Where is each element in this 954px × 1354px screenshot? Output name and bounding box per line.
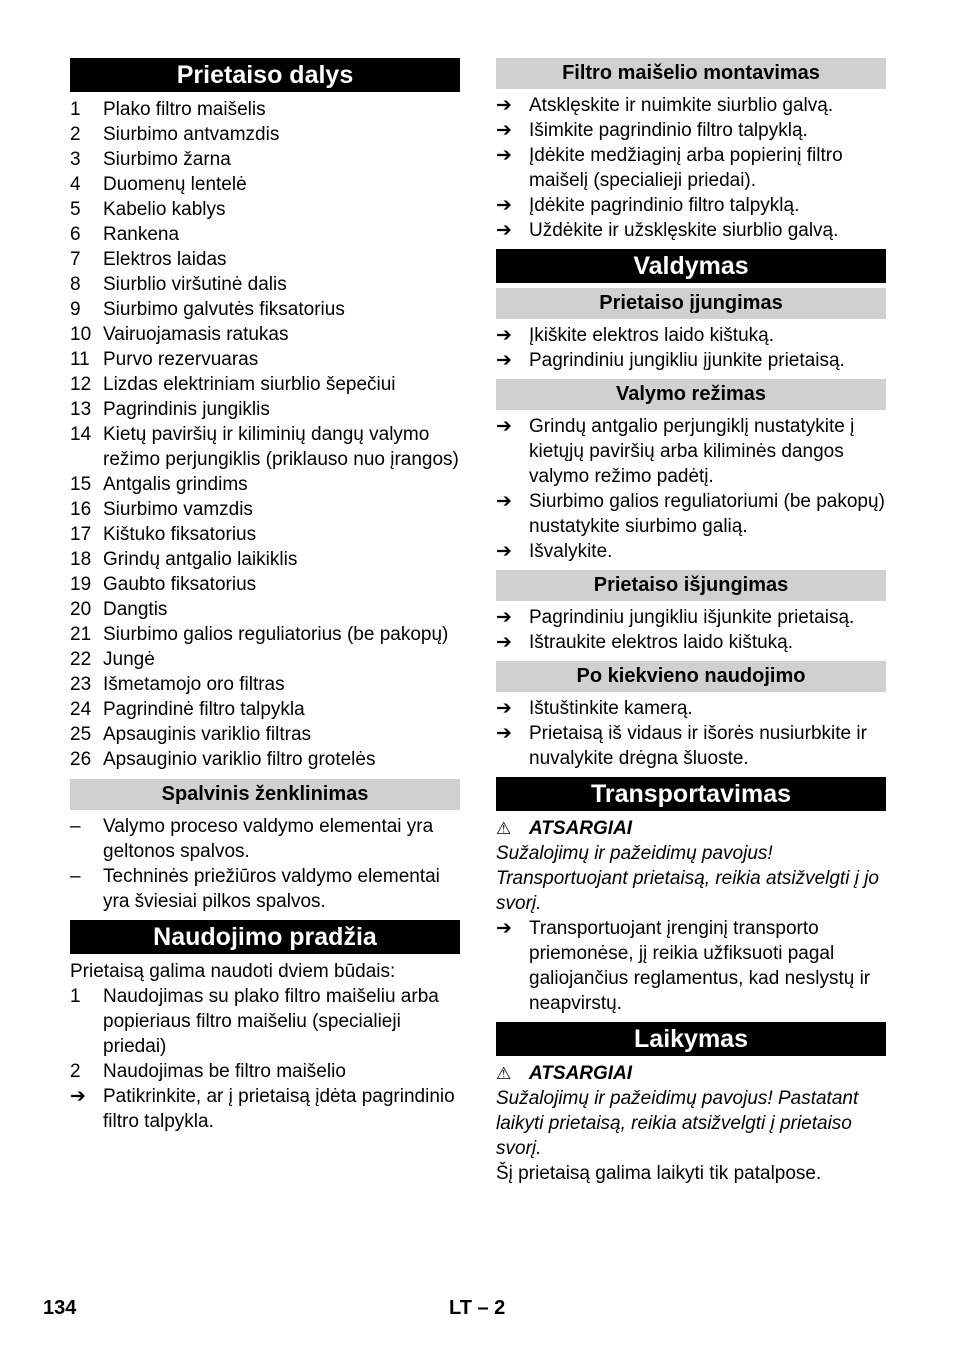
list-item [70, 122, 460, 147]
item-text: Išvalykite. [529, 541, 613, 562]
item-text: Siurbimo žarna [103, 149, 231, 170]
parts-list [70, 97, 460, 772]
item-number: 14 [70, 424, 92, 445]
storage-note: Šį prietaisą galima laikyti tik patalpose. [496, 1163, 822, 1184]
item-text: Vairuojamasis ratukas [103, 324, 289, 345]
list-item [496, 630, 886, 655]
caution-heading [496, 1061, 886, 1086]
item-number: 11 [70, 349, 90, 370]
list-item [70, 747, 460, 772]
item-text: Duomenų lentelė [103, 174, 247, 195]
item-number: 1 [70, 99, 81, 120]
item-text: Gaubto fiksatorius [103, 574, 257, 595]
item-number: 18 [70, 549, 92, 570]
list-item [496, 721, 886, 771]
item-number: 7 [70, 249, 81, 270]
item-text: Įdėkite pagrindinio filtro talpyklą. [529, 195, 800, 216]
item-text: Lizdas elektriniam siurblio šepečiui [103, 374, 396, 395]
start-intro: Prietaisą galima naudoti dviem būdais: [70, 961, 396, 982]
item-text: Purvo rezervuaras [103, 349, 259, 370]
list-item [70, 397, 460, 422]
warning-triangle-icon: ⚠ [496, 1064, 512, 1083]
list-item [496, 143, 886, 193]
list-item [70, 97, 460, 122]
section-title-storage: Laikymas [496, 1022, 886, 1056]
warning-text: Sužalojimų ir pažeidimų pavojus! Pastatant laikyti prietaisą, reikia atsižvelgti į prietaiso svorį. [496, 1088, 859, 1159]
item-text: Pagrindiniu jungikliu įjunkite prietaisą. [529, 350, 845, 371]
section-title-control: Valdymas [496, 249, 886, 283]
item-text: Išmetamojo oro filtras [103, 674, 285, 695]
item-number: 5 [70, 199, 81, 220]
section-title-after-use: Po kiekvieno naudojimo [496, 661, 886, 692]
list-item [70, 697, 460, 722]
item-number: 22 [70, 649, 92, 670]
item-number: 24 [70, 699, 92, 720]
arrow-bullet-icon: ➔ [496, 918, 512, 939]
page-number: 134 [43, 1297, 77, 1319]
dash-bullet: – [70, 816, 81, 837]
dash-bullet: – [70, 866, 81, 887]
list-item [70, 172, 460, 197]
list-item [70, 722, 460, 747]
arrow-bullet-icon: ➔ [70, 1086, 86, 1107]
arrow-bullet-icon: ➔ [496, 541, 512, 562]
item-text: Siurbimo galios reguliatoriumi (be pakopų) nustatykite siurbimo galią. [529, 491, 885, 537]
list-item [496, 539, 886, 564]
list-item [70, 297, 460, 322]
item-text: Pagrindinė filtro talpykla [103, 699, 305, 720]
section-title-color-coding: Spalvinis ženklinimas [70, 779, 460, 810]
list-item [70, 1059, 460, 1084]
item-number: 1 [70, 986, 81, 1007]
item-text: Kištuko fiksatorius [103, 524, 257, 545]
item-text: Patikrinkite, ar į prietaisą įdėta pagrindinio filtro talpykla. [103, 1086, 455, 1132]
item-text: Siurbimo galvutės fiksatorius [103, 299, 345, 320]
arrow-bullet-icon: ➔ [496, 195, 512, 216]
item-number: 2 [70, 124, 81, 145]
arrow-bullet-icon: ➔ [496, 607, 512, 628]
list-item [70, 864, 460, 914]
item-number: 6 [70, 224, 81, 245]
arrow-bullet-icon: ➔ [496, 350, 512, 371]
arrow-bullet-icon: ➔ [496, 220, 512, 241]
item-number: 10 [70, 324, 92, 345]
list-item [496, 323, 886, 348]
list-item [70, 814, 460, 864]
item-number: 25 [70, 724, 92, 745]
item-text: Siurblio viršutinė dalis [103, 274, 287, 295]
list-item [70, 984, 460, 1059]
item-text: Grindų antgalio perjungiklį nustatykite į kietųjų paviršių arba kiliminės dangos valymo režimo padėtį. [529, 416, 855, 487]
item-text: Plako filtro maišelis [103, 99, 266, 120]
list-item [70, 197, 460, 222]
caution-heading [496, 816, 886, 841]
list-item [70, 622, 460, 647]
item-number: 3 [70, 149, 81, 170]
item-text: Apsauginio variklio filtro grotelės [103, 749, 376, 770]
item-text: Išimkite pagrindinio filtro talpyklą. [529, 120, 808, 141]
list-item [496, 696, 886, 721]
item-text: Techninės priežiūros valdymo elementai yra šviesiai pilkos spalvos. [103, 866, 440, 912]
list-item [70, 247, 460, 272]
language-page-label: LT – 2 [449, 1297, 506, 1319]
right-column [496, 58, 886, 1186]
item-number: 13 [70, 399, 92, 420]
item-number: 16 [70, 499, 92, 520]
section-title-switch-on: Prietaiso įjungimas [496, 288, 886, 319]
item-text: Įdėkite medžiaginį arba popierinį filtro maišelį (specialieji priedai). [529, 145, 843, 191]
section-title-switch-off: Prietaiso išjungimas [496, 570, 886, 601]
item-text: Transportuojant įrenginį transporto priemonėse, jį reikia užfiksuoti pagal galiojančius reglamentus, kad neslystų ir neapvirstų. [529, 918, 871, 1014]
item-number: 4 [70, 174, 81, 195]
item-text: Uždėkite ir užsklęskite siurblio galvą. [529, 220, 839, 241]
item-text: Atsklęskite ir nuimkite siurblio galvą. [529, 95, 834, 116]
arrow-bullet-icon: ➔ [496, 95, 512, 116]
item-text: Siurbimo vamzdis [103, 499, 253, 520]
warning-triangle-icon: ⚠ [496, 819, 512, 838]
list-item [496, 348, 886, 373]
section-title-parts: Prietaiso dalys [70, 58, 460, 92]
item-text: Elektros laidas [103, 249, 227, 270]
arrow-bullet-icon: ➔ [496, 325, 512, 346]
list-item [496, 193, 886, 218]
item-text: Siurbimo antvamzdis [103, 124, 280, 145]
item-text: Rankena [103, 224, 180, 245]
item-number: 9 [70, 299, 81, 320]
item-number: 12 [70, 374, 92, 395]
item-number: 23 [70, 674, 92, 695]
list-item [70, 547, 460, 572]
list-item [496, 605, 886, 630]
list-item [70, 472, 460, 497]
section-title-cleaning-mode: Valymo režimas [496, 379, 886, 410]
arrow-bullet-icon: ➔ [496, 632, 512, 653]
item-text: Naudojimas su plako filtro maišeliu arba popieriaus filtro maišeliu (specialieji priedai) [103, 986, 439, 1057]
section-title-transport: Transportavimas [496, 777, 886, 811]
item-number: 17 [70, 524, 92, 545]
list-item [70, 147, 460, 172]
item-number: 21 [70, 624, 92, 645]
list-item [496, 93, 886, 118]
arrow-bullet-icon: ➔ [496, 698, 512, 719]
list-item [70, 272, 460, 297]
list-item [496, 916, 886, 1016]
item-text: Jungė [103, 649, 155, 670]
arrow-bullet-icon: ➔ [496, 120, 512, 141]
item-number: 20 [70, 599, 92, 620]
list-item [70, 372, 460, 397]
item-text: Valymo proceso valdymo elementai yra geltonos spalvos. [103, 816, 434, 862]
item-text: Dangtis [103, 599, 168, 620]
list-item [70, 672, 460, 697]
item-text: Ištraukite elektros laido kištuką. [529, 632, 794, 653]
item-number: 26 [70, 749, 92, 770]
item-text: Ištuštinkite kamerą. [529, 698, 693, 719]
item-number: 2 [70, 1061, 81, 1082]
list-item [70, 572, 460, 597]
item-text: Kabelio kablys [103, 199, 226, 220]
list-item [70, 422, 460, 472]
left-column [70, 58, 460, 1134]
list-item [70, 522, 460, 547]
item-text: Kietų paviršių ir kiliminių dangų valymo režimo perjungiklis (priklauso nuo įrangos) [103, 424, 459, 470]
caution-label: ATSARGIAI [529, 1063, 633, 1084]
item-text: Grindų antgalio laikiklis [103, 549, 298, 570]
list-item [70, 497, 460, 522]
item-number: 19 [70, 574, 92, 595]
list-item [70, 647, 460, 672]
arrow-bullet-icon: ➔ [496, 723, 512, 744]
caution-label: ATSARGIAI [529, 818, 633, 839]
list-item [70, 322, 460, 347]
arrow-bullet-icon: ➔ [496, 416, 512, 437]
list-item [496, 118, 886, 143]
list-item [496, 489, 886, 539]
item-text: Apsauginis variklio filtras [103, 724, 312, 745]
item-number: 8 [70, 274, 81, 295]
item-text: Antgalis grindims [103, 474, 248, 495]
warning-text: Sužalojimų ir pažeidimų pavojus! Transportuojant prietaisą, reikia atsižvelgti į jo svorį. [496, 843, 879, 914]
item-text: Pagrindiniu jungikliu išjunkite prietaisą. [529, 607, 855, 628]
section-title-start: Naudojimo pradžia [70, 920, 460, 954]
list-item [496, 414, 886, 489]
item-text: Prietaisą iš vidaus ir išorės nusiurbkite ir nuvalykite drėgna šluoste. [529, 723, 867, 769]
item-text: Siurbimo galios reguliatorius (be pakopų) [103, 624, 449, 645]
list-item [70, 222, 460, 247]
list-item [70, 597, 460, 622]
list-item [70, 347, 460, 372]
arrow-bullet-icon: ➔ [496, 145, 512, 166]
list-item [70, 1084, 460, 1134]
item-text: Pagrindinis jungiklis [103, 399, 270, 420]
arrow-bullet-icon: ➔ [496, 491, 512, 512]
item-number: 15 [70, 474, 92, 495]
item-text: Naudojimas be filtro maišelio [103, 1061, 346, 1082]
item-text: Įkiškite elektros laido kištuką. [529, 325, 774, 346]
section-title-bag: Filtro maišelio montavimas [496, 58, 886, 89]
list-item [496, 218, 886, 243]
